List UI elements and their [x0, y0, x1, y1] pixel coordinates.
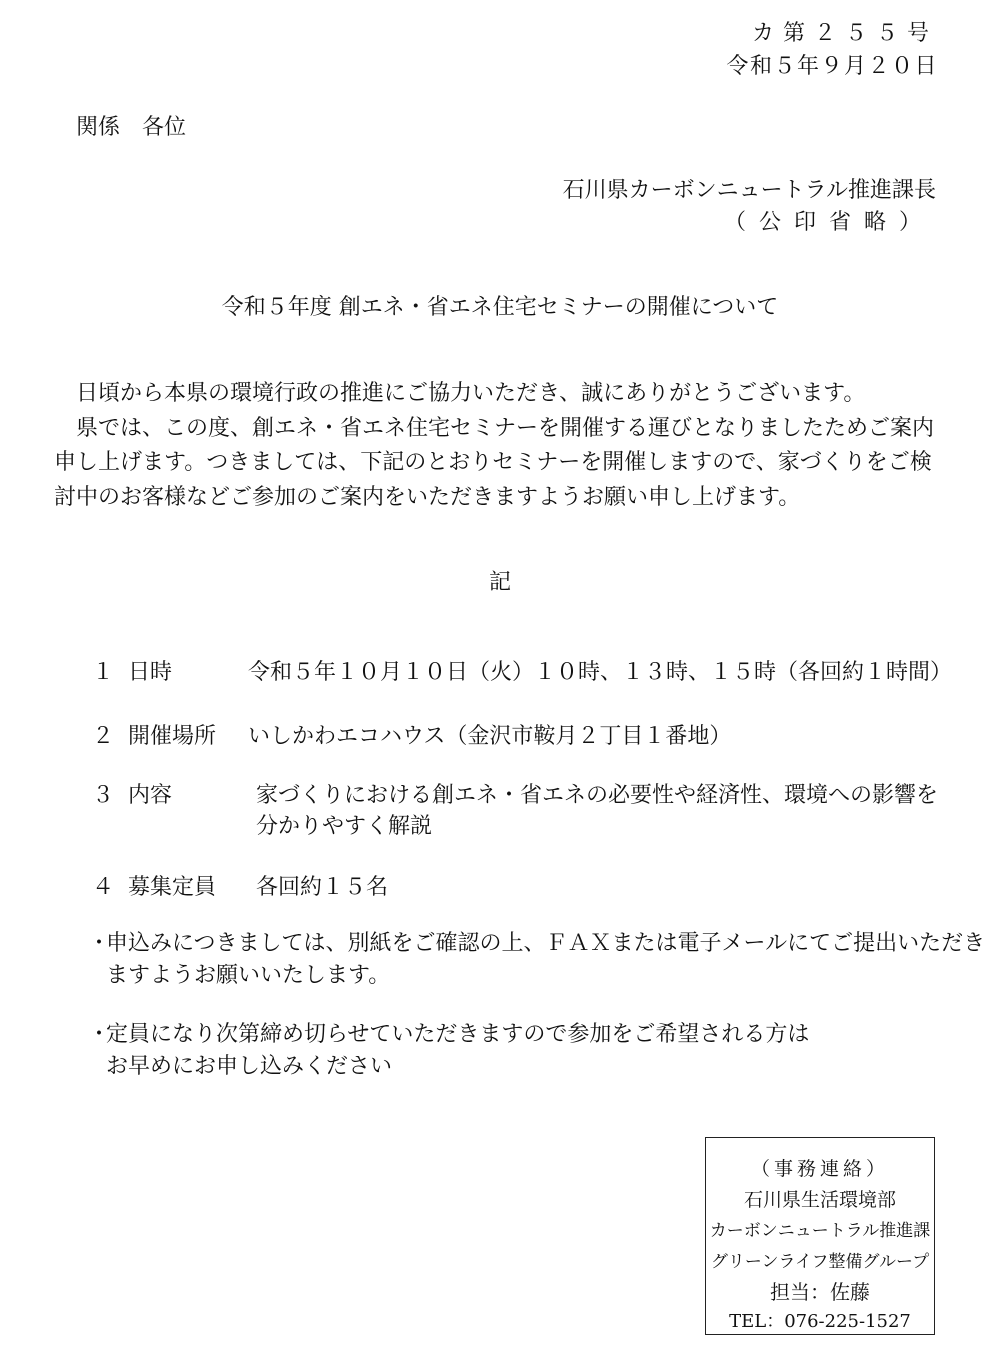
note-line-2: ますようお願いいたします。	[106, 963, 391, 988]
note-line-2: お早めにお申し込みください	[106, 1054, 393, 1079]
note-line-1: 定員になり次第締め切らせていただきますので参加をご希望される方は	[106, 1022, 810, 1047]
item-value: 各回約１５名	[256, 875, 389, 900]
item-label: 日時	[128, 660, 173, 685]
contact-tel: TEL：076-225-1527	[729, 1311, 911, 1332]
subject-heading: 令和５年度 創エネ・省エネ住宅セミナーの開催について	[221, 295, 779, 320]
bullet: ・	[88, 931, 111, 956]
item-number: ４	[92, 875, 115, 900]
addressee: 関係 各位	[76, 115, 187, 140]
body-paragraph-2: 県では、この度、創エネ・省エネ住宅セミナーを開催する運びとなりましたためご案内申し上げます。つきましては、下記のとおりセミナーを開催しますので、家づくりをご検討中のお客様などご参加のご案内をいただきますようお願い申し上げます。	[54, 415, 935, 510]
item-value-line-1: 家づくりにおける創エネ・省エネの必要性や経済性、環境への影響を	[256, 783, 939, 808]
contact-box	[705, 1137, 935, 1335]
sender-title: 石川県カーボンニュートラル推進課長	[562, 178, 936, 203]
contact-group: グリーンライフ整備グループ	[710, 1252, 930, 1272]
contact-division: カーボンニュートラル推進課	[709, 1221, 931, 1241]
item-value: 令和５年１０月１０日（火）１０時、１３時、１５時（各回約１時間）	[248, 660, 953, 685]
seal-omitted-note: （公印省略）	[723, 210, 934, 235]
item-number: ２	[92, 724, 115, 749]
note-line-1: 申込みにつきましては、別紙をご確認の上、ＦＡＸまたは電子メールにてご提出いただき	[106, 931, 986, 956]
item-label: 開催場所	[128, 724, 217, 749]
item-number: ３	[92, 783, 115, 808]
note-deadline	[88, 1019, 809, 1083]
item-value: いしかわエコハウス（金沢市鞍月２丁目１番地）	[248, 724, 732, 749]
document-date: 令和５年９月２０日	[726, 54, 938, 79]
contact-heading: （事務連絡）	[750, 1158, 889, 1180]
bullet: ・	[88, 1022, 111, 1047]
body-paragraph-1: 日頃から本県の環境行政の推進にご協力いただき、誠にありがとうございます。	[76, 381, 866, 406]
contact-person: 担当：佐藤	[770, 1280, 870, 1304]
document-number: カ第２５５号	[751, 21, 938, 46]
note-application	[88, 928, 985, 992]
item-number: １	[92, 660, 115, 685]
contact-department: 石川県生活環境部	[743, 1189, 896, 1211]
body-text	[54, 377, 946, 515]
ki-heading: 記	[488, 570, 511, 595]
item-label: 内容	[128, 783, 173, 808]
item-value-line-2: 分かりやすく解説	[256, 814, 433, 839]
item-label: 募集定員	[128, 875, 217, 900]
